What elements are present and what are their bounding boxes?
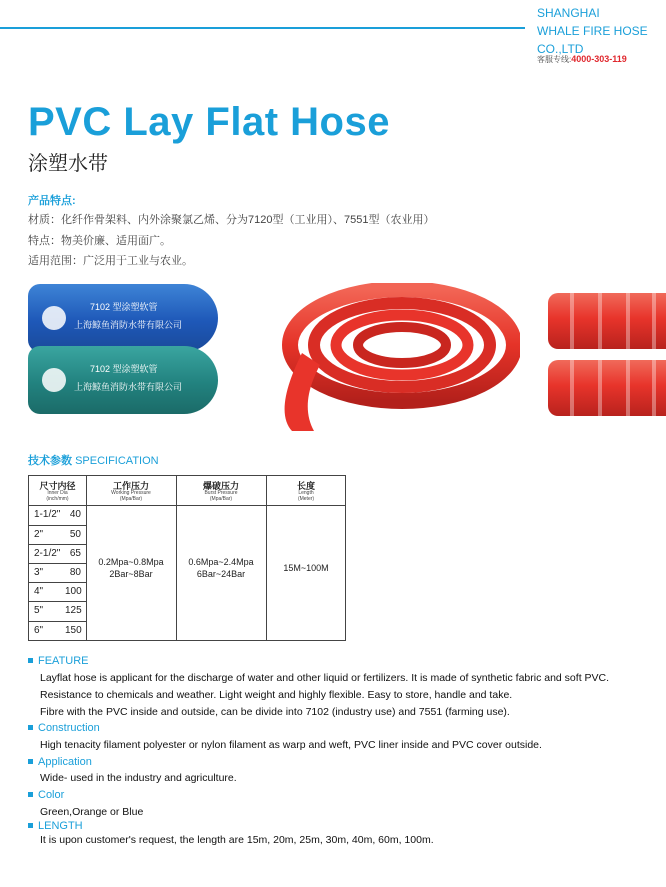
- table-rule: [29, 582, 86, 583]
- working-pressure-value: [86, 556, 176, 580]
- section-title-text: LENGTH: [38, 820, 83, 832]
- hose-print-text: 7102 型涂塑软管: [90, 364, 158, 374]
- hose-print-text: 上海鲸鱼消防水带有限公司: [74, 382, 183, 392]
- bullet-square-icon: [28, 658, 33, 663]
- section-line: Resistance to chemicals and weather. Light weight and highly flexible. Easy to store, handle and take.: [40, 689, 513, 701]
- page-subtitle: 涂塑水带: [28, 153, 108, 175]
- company-name: [537, 4, 648, 58]
- table-rule: [29, 621, 86, 622]
- bundle-band: [626, 293, 630, 349]
- bundle-band: [626, 360, 630, 416]
- section-title-length: [28, 820, 83, 832]
- working-pressure-mpa: 0.2Mpa~0.8Mpa: [98, 557, 164, 567]
- hotline: [537, 54, 627, 65]
- bundle-band: [598, 293, 602, 349]
- company-line: CO.,LTD: [537, 42, 584, 56]
- spec-heading-cn: 技术参数: [28, 455, 72, 467]
- table-rule: [29, 505, 345, 506]
- size-inch: 2": [34, 529, 44, 540]
- column-header: 爆破压力: [202, 481, 239, 491]
- size-mm: 125: [65, 605, 82, 616]
- bundle-band: [652, 293, 656, 349]
- section-title-text: Construction: [38, 722, 100, 734]
- hotline-number: 4000-303-119: [571, 54, 627, 64]
- table-rule: [29, 601, 86, 602]
- column-subheader: Burst Pressure (Mpa/Bar): [204, 490, 238, 502]
- blue-hose-roll-photo: [28, 284, 218, 352]
- section-title-text: Color: [38, 789, 65, 801]
- company-line: WHALE FIRE HOSE: [537, 24, 648, 38]
- page-title: PVC Lay Flat Hose: [28, 100, 390, 144]
- size-mm: 100: [65, 586, 82, 597]
- table-rule: [29, 525, 86, 526]
- size-mm: 65: [69, 548, 81, 559]
- hose-print-text: 上海鲸鱼消防水带有限公司: [74, 320, 183, 330]
- bundle-band: [652, 360, 656, 416]
- section-title-feature: [28, 655, 89, 667]
- red-hose-bundle-photo: [548, 360, 666, 416]
- features-cn-line: 特点：物美价廉、适用面广。: [28, 235, 171, 247]
- bullet-square-icon: [28, 792, 33, 797]
- bundle-band: [598, 360, 602, 416]
- size-mm: 50: [69, 529, 81, 540]
- column-header: 长度: [296, 481, 315, 491]
- size-inch: 1-1/2": [34, 509, 61, 520]
- bundle-band: [570, 360, 574, 416]
- section-title-application: [28, 756, 92, 768]
- hose-logo-icon: [42, 306, 66, 330]
- column-subheader: Inner Dia (inch/mm): [46, 490, 69, 502]
- section-title-text: Application: [38, 756, 92, 768]
- section-title-construction: [28, 722, 100, 734]
- section-line: Green,Orange or Blue: [40, 806, 144, 818]
- length-value: 15M~100M: [283, 563, 329, 573]
- bundle-band: [570, 293, 574, 349]
- burst-pressure-bar: 6Bar~24Bar: [196, 569, 246, 579]
- red-hose-bundle-photo: [548, 293, 666, 349]
- company-line: SHANGHAI: [537, 6, 600, 20]
- header-rule: [0, 27, 525, 29]
- section-line: It is upon customer's request, the length are 15m, 20m, 25m, 30m, 40m, 60m, 100m.: [40, 834, 434, 846]
- burst-pressure-value: [176, 556, 266, 580]
- section-title-color: [28, 789, 64, 801]
- size-inch: 5": [34, 605, 44, 616]
- size-inch: 3": [34, 567, 44, 578]
- section-line: Wide- used in the industry and agriculture.: [40, 772, 237, 784]
- burst-pressure-mpa: 0.6Mpa~2.4Mpa: [188, 557, 254, 567]
- size-inch: 4": [34, 586, 44, 597]
- hose-logo-icon: [42, 368, 66, 392]
- section-line: High tenacity filament polyester or nylon filament as warp and weft, PVC liner inside and PVC cover outside.: [40, 739, 542, 751]
- section-line: Layflat hose is applicant for the discharge of water and other liquid or fertilizers. It is made of synthetic fabric and soft PVC.: [40, 672, 610, 684]
- size-mm: 150: [65, 625, 82, 636]
- bullet-square-icon: [28, 725, 33, 730]
- section-line: Fibre with the PVC inside and outside, can be divide into 7102 (industry use) and 7551 (farming use).: [40, 706, 510, 718]
- column-header: 工作压力: [112, 481, 149, 491]
- table-rule: [29, 563, 86, 564]
- bullet-square-icon: [28, 759, 33, 764]
- red-hose-coil-photo: [262, 283, 520, 433]
- hose-print-text: 7102 型涂塑软管: [90, 302, 158, 312]
- column-header: 尺寸内径: [39, 481, 76, 491]
- green-hose-roll-photo: [28, 346, 218, 414]
- spec-table: [28, 475, 346, 641]
- column-subheader: Working Pressure (Mpa/Bar): [111, 490, 151, 502]
- spec-heading: [28, 452, 159, 468]
- features-cn-line: 适用范围：广泛用于工业与农业。: [28, 255, 193, 267]
- size-inch: 6": [34, 625, 44, 636]
- size-mm: 80: [69, 567, 81, 578]
- working-pressure-bar: 2Bar~8Bar: [109, 569, 153, 579]
- size-mm: 40: [69, 509, 81, 520]
- table-rule: [29, 544, 86, 545]
- features-cn-heading: 产品特点:: [28, 195, 76, 207]
- bullet-square-icon: [28, 823, 33, 828]
- features-cn-line: 材质：化纤作骨架料、内外涂聚氯乙烯、分为7120型（工业用）、7551型（农业用）: [28, 214, 435, 226]
- size-inch: 2-1/2": [34, 548, 61, 559]
- hotline-label: 客服专线:: [537, 55, 572, 64]
- column-subheader: Length (Meter): [297, 490, 315, 502]
- section-title-text: FEATURE: [38, 655, 89, 667]
- spec-heading-en: SPECIFICATION: [75, 455, 159, 467]
